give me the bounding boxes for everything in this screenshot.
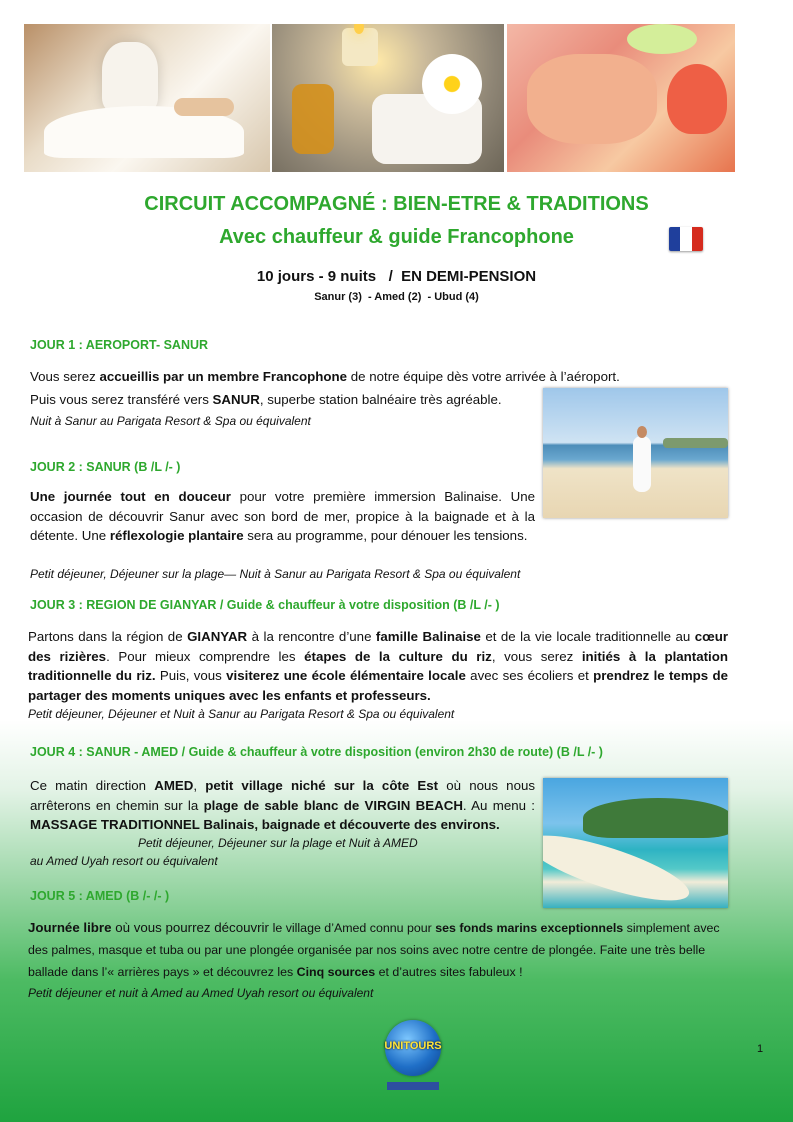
day5-text: Journée libre où vous pourrez découvrir le village d’Amed connu pour ses fonds marins exceptionnels simplement avec des palmes, masque et tuba ou par une plongée organisée par nos soins avec notre centre de plongée. Faite une très belle ballade dans l’« arrières pays » et découvrez les Cinq sources et d’autres sites fabuleux ! [28, 920, 720, 979]
page-number: 1 [757, 1043, 764, 1055]
logo-text: UNITOURS [384, 1040, 442, 1052]
day4-note2: au Amed Uyah resort ou équivalent [30, 854, 218, 868]
day1-note: Nuit à Sanur au Parigata Resort & Spa ou équivalent [30, 414, 311, 428]
day3-note: Petit déjeuner, Déjeuner et Nuit à Sanur au Parigata Resort & Spa ou équivalent [28, 707, 455, 721]
day4-note1: Petit déjeuner, Déjeuner sur la plage et Nuit à AMED [138, 836, 418, 850]
beach-yoga-photo [543, 388, 728, 518]
day1-line2: Puis vous serez transféré vers SANUR, superbe station balnéaire très agréable. [30, 392, 502, 407]
day4-heading: JOUR 4 : SANUR - AMED / Guide & chauffeur à votre disposition (environ 2h30 de route) (B /L /- ) [30, 745, 603, 759]
day5-heading: JOUR 5 : AMED (B /- /- ) [30, 889, 170, 903]
day2-text: Une journée tout en douceur pour votre première immersion Balinaise. Une occasion de découvrir Sanur avec son bord de mer, propice à la baignade et à la détente. Une réflexologie plantaire sera au programme, pour dénouer les tensions. [30, 489, 535, 543]
day1-line1: Vous serez accueillis par un membre Francophone de notre équipe dès votre arrivée à l’aéroport. [30, 369, 620, 384]
virgin-beach-photo [543, 778, 728, 908]
unitours-logo [381, 1020, 445, 1092]
meditation-photo [24, 24, 270, 172]
main-title: CIRCUIT ACCOMPAGNÉ : BIEN-ETRE & TRADITIONS [144, 193, 649, 215]
massage-hands-photo [507, 24, 735, 172]
day3-heading: JOUR 3 : REGION DE GIANYAR / Guide & chauffeur à votre disposition (B /L /- ) [30, 598, 500, 612]
day1-heading: JOUR 1 : AEROPORT- SANUR [30, 338, 209, 352]
day2-heading: JOUR 2 : SANUR (B /L /- ) [30, 460, 181, 474]
day4-text: Ce matin direction AMED, petit village niché sur la côte Est où nous nous arrêterons en chemin sur la plage de sable blanc de VIRGIN BEACH. Au menu : MASSAGE TRADITIONNEL Balinais, baignade et découverte des environs. [30, 778, 536, 832]
day2-note: Petit déjeuner, Déjeuner sur la plage— Nuit à Sanur au Parigata Resort & Spa ou équivalent [30, 567, 521, 581]
subtitle: Avec chauffeur & guide Francophone [219, 226, 574, 248]
stops: Sanur (3) - Amed (2) - Ubud (4) [314, 291, 479, 303]
spa-candles-photo [272, 24, 504, 172]
day5-note: Petit déjeuner et nuit à Amed au Amed Uyah resort ou équivalent [28, 986, 374, 1000]
france-flag-icon [669, 227, 703, 251]
duration: 10 jours - 9 nuits / EN DEMI-PENSION [256, 268, 537, 285]
day3-text: Partons dans la région de GIANYAR à la rencontre d’une famille Balinaise et de la vie locale traditionnelle au cœur des rizières. Pour mieux comprendre les étapes de la culture du riz, vous serez initiés à la plantation traditionnelle du riz. Puis, vous visiterez une école élémentaire locale avec ses écoliers et prendrez le temps de partager des moments uniques avec les enfants et professeurs. [28, 629, 728, 703]
